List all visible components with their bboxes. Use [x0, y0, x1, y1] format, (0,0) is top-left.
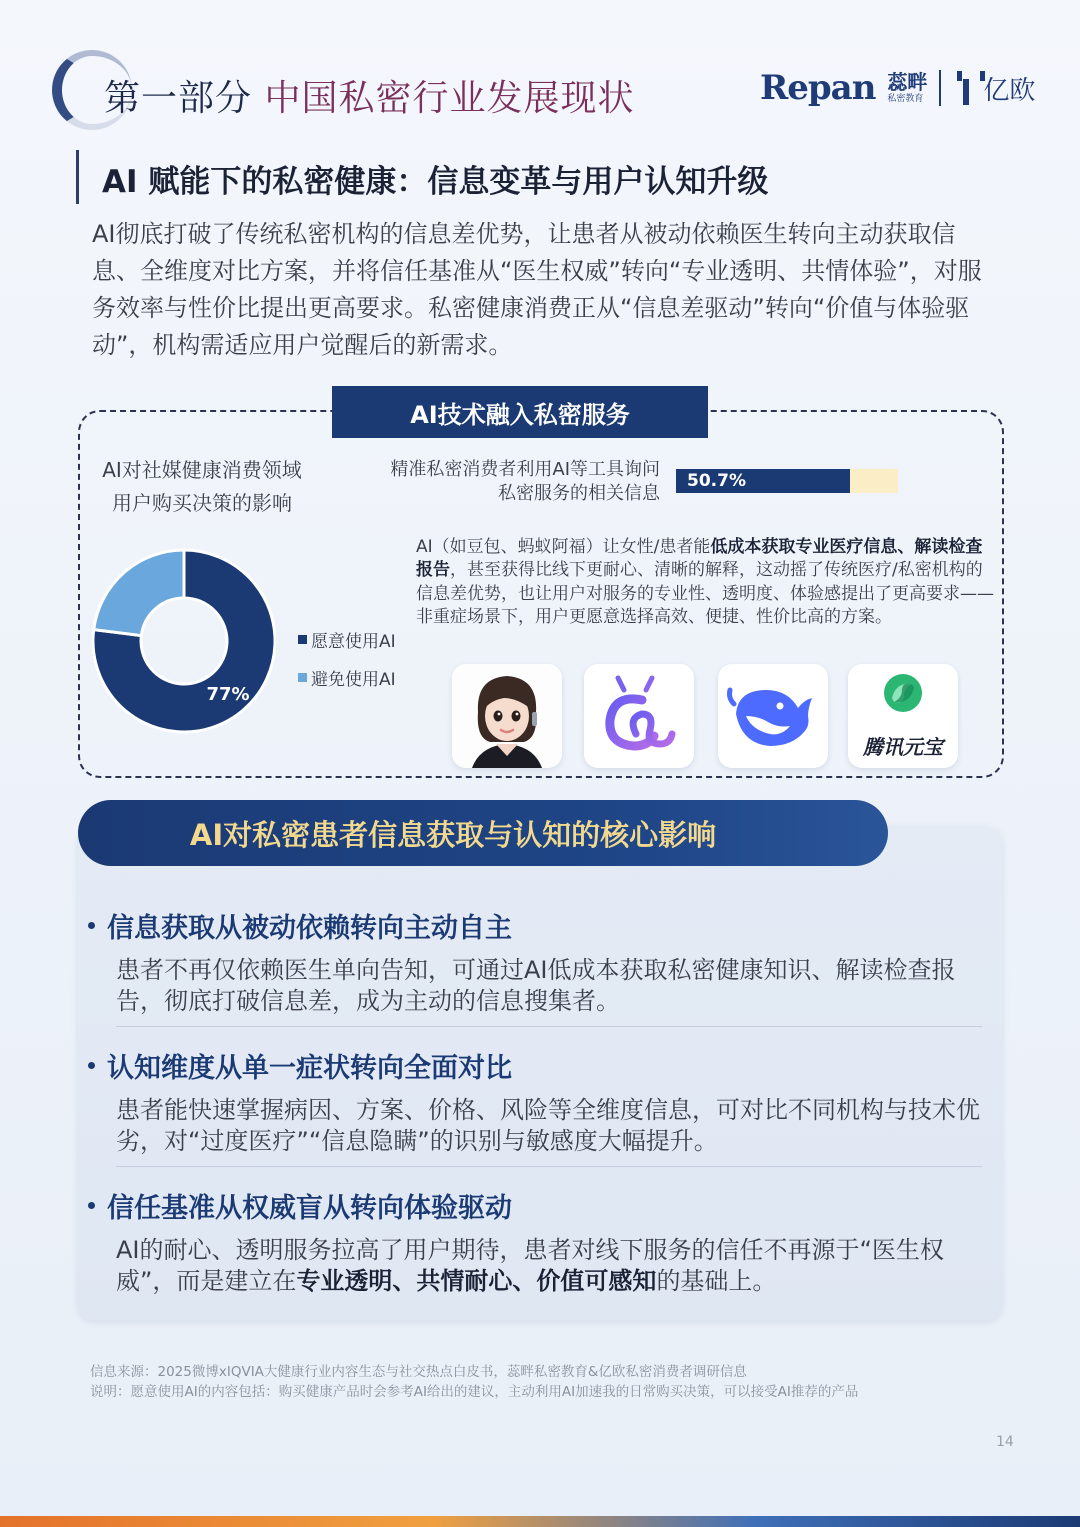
repan-logo: Repan: [760, 68, 876, 108]
core-impact-banner: AI对私密患者信息获取与认知的核心影响: [78, 800, 888, 866]
section-title: AI 赋能下的私密健康：信息变革与用户认知升级: [102, 164, 769, 200]
footnote-note: 说明：愿意使用AI的内容包括：购买健康产品时会参考AI给出的建议，主动利用AI加速我的日常购买决策，可以接受AI推荐的产品: [90, 1384, 859, 1400]
ai-service-tab: AI技术融入私密服务: [332, 386, 708, 438]
impact-point-1-body: 患者不再仅依赖医生单向告知，可通过AI低成本获取私密健康知识、解读检查报告，彻底打破信息差，成为主动的信息搜集者。: [116, 956, 956, 1015]
bar-label-line2: 私密服务的相关信息: [498, 483, 660, 504]
donut-legend: [298, 620, 396, 696]
legend-item-avoid: [298, 658, 396, 696]
divider: [116, 1166, 982, 1167]
impact-point-2: [88, 1046, 988, 1157]
bar-category-label: [362, 458, 660, 506]
afu-logo-icon: [584, 664, 694, 768]
repan-logo-zh: [887, 72, 927, 104]
brand-logos: [760, 66, 1035, 110]
impact-point-2-body: 患者能快速掌握病因、方案、价格、风险等全维度信息，可对比不同机构与技术优劣，对“过度医疗”“信息隐瞒”的识别与敏感度大幅提升。: [116, 1096, 980, 1155]
bar-data-label: 50.7%: [687, 471, 746, 491]
page-title-part1: 第一部分: [104, 78, 253, 119]
yiou-mark-icon: [953, 71, 979, 105]
donut-title-line2: 用户购买决策的影响: [112, 491, 292, 515]
yuanbao-label: 腾讯元宝: [863, 735, 943, 759]
impact-point-3-title: 信任基准从权威盲从转向体验驱动: [107, 1193, 512, 1224]
impact-point-3-body-part1: AI的耐心、透明服务拉高了用户期待，患者对线下服务的信任不再源于“医生权威”，而是建立在: [116, 1236, 944, 1295]
bottom-color-strip: [0, 1516, 1080, 1527]
impact-point-1: [88, 906, 988, 1017]
deepseek-whale-icon: [718, 664, 828, 768]
repan-zh-sub: 私密教育: [887, 94, 924, 104]
footnote: [90, 1362, 858, 1402]
deepseek-app-card: [718, 664, 828, 768]
page-title-part2: 中国私密行业发展现状: [264, 78, 635, 119]
brand-separator: [939, 70, 941, 106]
afu-app-card: [584, 664, 694, 768]
ai-description: [416, 536, 998, 630]
ai-desc-part1: AI（如豆包、蚂蚁阿福）让女性/患者能: [416, 537, 711, 557]
impact-point-3: [88, 1186, 988, 1297]
legend-swatch-willing: [298, 635, 307, 644]
footnote-source: 信息来源：2025微博xIQVIA大健康行业内容生态与社交热点白皮书，蕊畔私密教育&亿欧私密消费者调研信息: [90, 1364, 747, 1380]
bullet-icon: [88, 922, 95, 929]
page-number: 14: [996, 1434, 1014, 1450]
section-title-bar: [76, 150, 79, 204]
bullet-icon: [88, 1062, 95, 1069]
legend-label-willing: 愿意使用AI: [311, 631, 396, 652]
doubao-app-card: [452, 664, 562, 768]
impact-point-1-title: 信息获取从被动依赖转向主动自主: [107, 913, 512, 944]
donut-data-label: 77%: [206, 684, 250, 705]
legend-item-willing: [298, 620, 396, 658]
page-title: [104, 70, 634, 121]
impact-point-1-heading: [88, 906, 988, 945]
impact-point-3-body: [116, 1235, 988, 1297]
legend-swatch-avoid: [298, 673, 307, 682]
yuanbao-logo-icon: [882, 672, 924, 714]
donut-chart: [92, 548, 276, 734]
impact-point-3-body-bold: 专业透明、共情耐心、价值可感知: [296, 1267, 657, 1295]
ai-desc-part2: ，甚至获得比线下更耐心、清晰的解释，这动摇了传统医疗/私密机构的信息差优势，也让用户对服务的专业性、透明度、体验感提出了更高要求——非重症场景下，用户更愿意选择高效、便捷、性价比高的方案。: [416, 560, 994, 628]
donut-slice-avoid: [94, 550, 184, 636]
bar-label-line1: 精准私密消费者利用AI等工具询问: [390, 459, 660, 480]
yiou-logo: [953, 70, 1035, 107]
donut-chart-title: [92, 454, 312, 520]
impact-point-3-heading: [88, 1186, 988, 1225]
yuanbao-app-card: [848, 664, 958, 768]
repan-zh-name: 蕊畔: [887, 70, 928, 94]
divider: [116, 1026, 982, 1027]
doubao-avatar-icon: [452, 664, 562, 768]
yiou-name: 亿欧: [983, 75, 1036, 106]
intro-paragraph: AI彻底打破了传统私密机构的信息差优势，让患者从被动依赖医生转向主动获取信息、全维度对比方案，并将信任基准从“医生权威”转向“专业透明、共情体验”，对服务效率与性价比提出更高要求。私密健康消费正从“信息差驱动”转向“价值与体验驱动”，机构需适应用户觉醒后的新需求。: [92, 220, 982, 359]
impact-point-2-title: 认知维度从单一症状转向全面对比: [107, 1053, 512, 1084]
legend-label-avoid: 避免使用AI: [311, 669, 396, 690]
impact-point-2-heading: [88, 1046, 988, 1085]
ai-desc-bold: 低成本获取专业医疗信息、解读检查报告: [416, 537, 983, 581]
impact-point-3-body-part2: 的基础上。: [656, 1267, 777, 1295]
bullet-icon: [88, 1202, 95, 1209]
donut-title-line1: AI对社媒健康消费领域: [102, 458, 302, 482]
